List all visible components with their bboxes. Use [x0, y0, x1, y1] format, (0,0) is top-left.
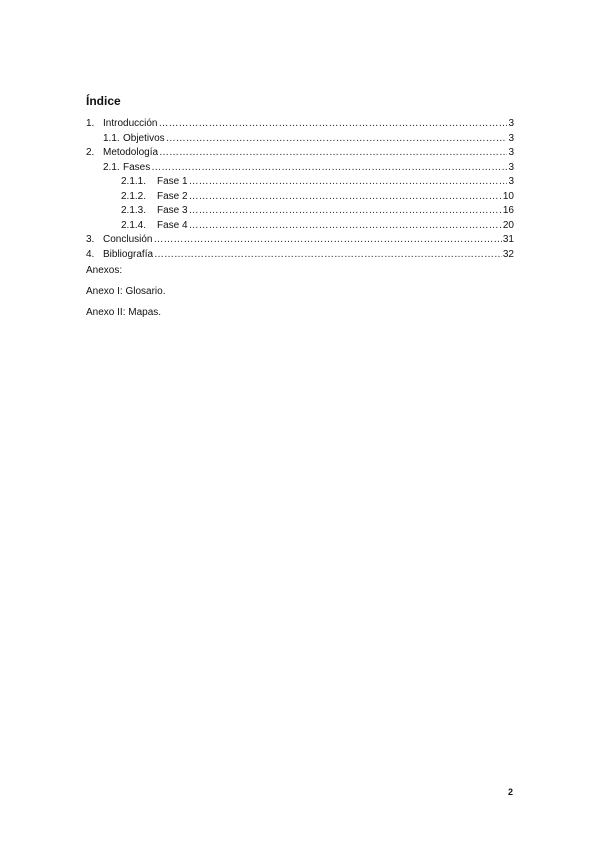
- toc-entry-number: 2.1.: [103, 161, 120, 173]
- toc-entry-fase-3: [86, 204, 514, 219]
- toc-entry-number: 2.1.3.: [121, 205, 147, 216]
- toc-entry-label: Metodología: [103, 147, 159, 158]
- toc-entry-page: 10: [502, 190, 514, 202]
- page-number: 2: [508, 787, 514, 797]
- toc-entry-number: 4.: [86, 248, 95, 260]
- toc-entry-fase-4: [86, 219, 514, 234]
- table-of-contents: [86, 117, 514, 262]
- toc-dot-leader: [166, 132, 508, 147]
- toc-entry-label: Fase 4: [157, 219, 188, 231]
- toc-entry-metodologia: [86, 146, 514, 161]
- toc-entry-label: Fase 3: [157, 205, 188, 216]
- toc-entry-label: Fase 2: [157, 190, 188, 202]
- toc-entry-conclusion: [86, 233, 514, 248]
- toc-dot-leader: [189, 190, 502, 205]
- toc-entry-number: 3.: [86, 234, 95, 245]
- toc-entry-page: 3: [508, 132, 514, 144]
- toc-entry-fase-1: [86, 175, 514, 190]
- toc-entry-label: Introducción: [103, 118, 158, 129]
- toc-entry-bibliografia: [86, 248, 514, 263]
- toc-dot-leader: [151, 161, 507, 176]
- toc-entry-label: Fase 1: [157, 176, 188, 187]
- toc-entry-number: 2.1.2.: [121, 190, 147, 202]
- toc-entry-label: Bibliografía: [103, 248, 154, 260]
- toc-entry-number: 1.1.: [103, 132, 120, 144]
- toc-entry-label: Fases: [123, 161, 151, 173]
- toc-entry-number: 1.: [86, 118, 95, 129]
- toc-dot-leader: [154, 248, 502, 263]
- toc-dot-leader: [159, 146, 507, 161]
- toc-entry-page: 3: [508, 118, 514, 129]
- toc-entry-label: Objetivos: [123, 132, 165, 144]
- toc-entry-objetivos: [86, 132, 514, 147]
- toc-entry-page: 3: [508, 161, 514, 173]
- toc-entry-label: Conclusión: [103, 234, 153, 245]
- toc-entry-number: 2.1.1.: [121, 176, 147, 187]
- toc-dot-leader: [189, 204, 502, 219]
- annex-item-glosario: Anexo I: Glosario.: [86, 286, 166, 297]
- toc-entry-page: 16: [502, 205, 514, 216]
- annex-item-mapas: Anexo II: Mapas.: [86, 307, 162, 318]
- annexes-heading: Anexos:: [86, 265, 123, 276]
- toc-dot-leader: [153, 233, 501, 248]
- toc-entry-page: 32: [502, 248, 514, 260]
- toc-entry-page: 20: [502, 219, 514, 231]
- page-title: Índice: [86, 94, 121, 108]
- toc-entry-fase-2: [86, 190, 514, 205]
- toc-entry-fases: [86, 161, 514, 176]
- toc-entry-number: 2.: [86, 147, 95, 158]
- toc-entry-number: 2.1.4.: [121, 219, 147, 231]
- toc-entry-page: 31: [502, 234, 514, 245]
- toc-dot-leader: [189, 219, 502, 234]
- toc-entry-introduccion: [86, 117, 514, 132]
- toc-dot-leader: [189, 175, 508, 190]
- toc-dot-leader: [158, 117, 507, 132]
- toc-entry-page: 3: [508, 176, 514, 187]
- toc-entry-page: 3: [508, 147, 514, 158]
